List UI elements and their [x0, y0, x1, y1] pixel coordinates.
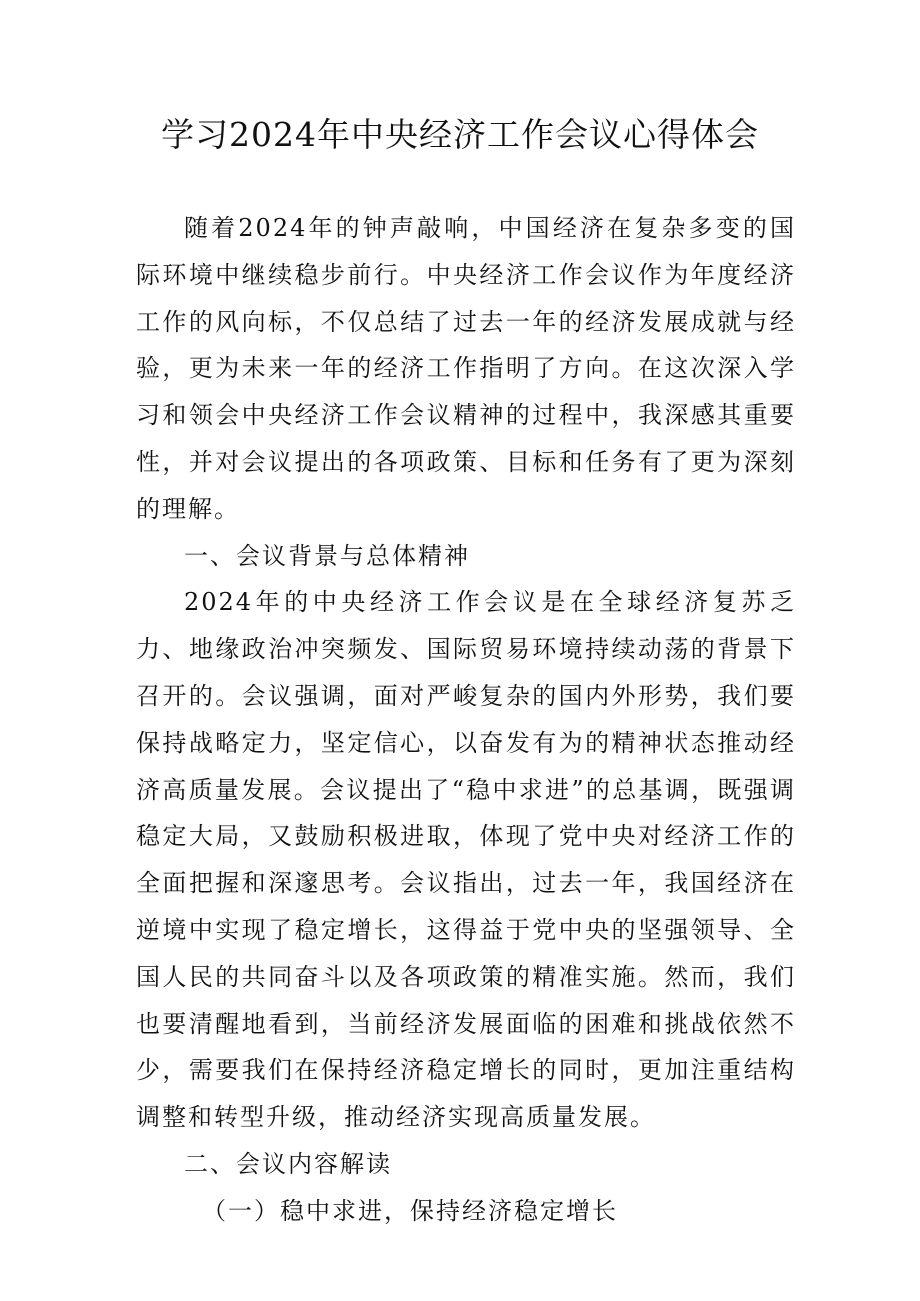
subsection-heading-stability: （一）稳中求进，保持经济稳定增长: [202, 1196, 618, 1225]
background-paragraph: 2024年的中央经济工作会议是在全球经济复苏乏力、地缘政治冲突频发、国际贸易环境持续动荡的背景下召开的。会议强调，面对严峻复杂的国内外形势，我们要保持战略定力，坚定信心，以奋发有为的精神状态推动经济高质量发展。会议提出了“稳中求进”的总基调，既强调稳定大局，又鼓励积极进取，体现了党中央对经济工作的全面把握和深邃思考。会议指出，过去一年，我国经济在逆境中实现了稳定增长，这得益于党中央的坚强领导、全国人民的共同奋斗以及各项政策的精准实施。然而，我们也要清醒地看到，当前经济发展面临的困难和挑战依然不少，需要我们在保持经济稳定增长的同时，更加注重结构调整和转型升级，推动经济实现高质量发展。: [136, 588, 796, 1132]
section-heading-background: 一、会议背景与总体精神: [184, 541, 470, 570]
section-heading-content: 二、会议内容解读: [184, 1149, 392, 1178]
intro-paragraph: 随着2024年的钟声敲响，中国经济在复杂多变的国际环境中继续稳步前行。中央经济工作会议作为年度经济工作的风向标，不仅总结了过去一年的经济发展成就与经验，更为未来一年的经济工作指明了方向。在这次深入学习和领会中央经济工作会议精神的过程中，我深感其重要性，并对会议提出的各项政策、目标和任务有了更为深刻的理解。: [136, 214, 796, 523]
document-body: [136, 205, 796, 1235]
document-title: 学习2024年中央经济工作会议心得体会: [161, 115, 759, 154]
